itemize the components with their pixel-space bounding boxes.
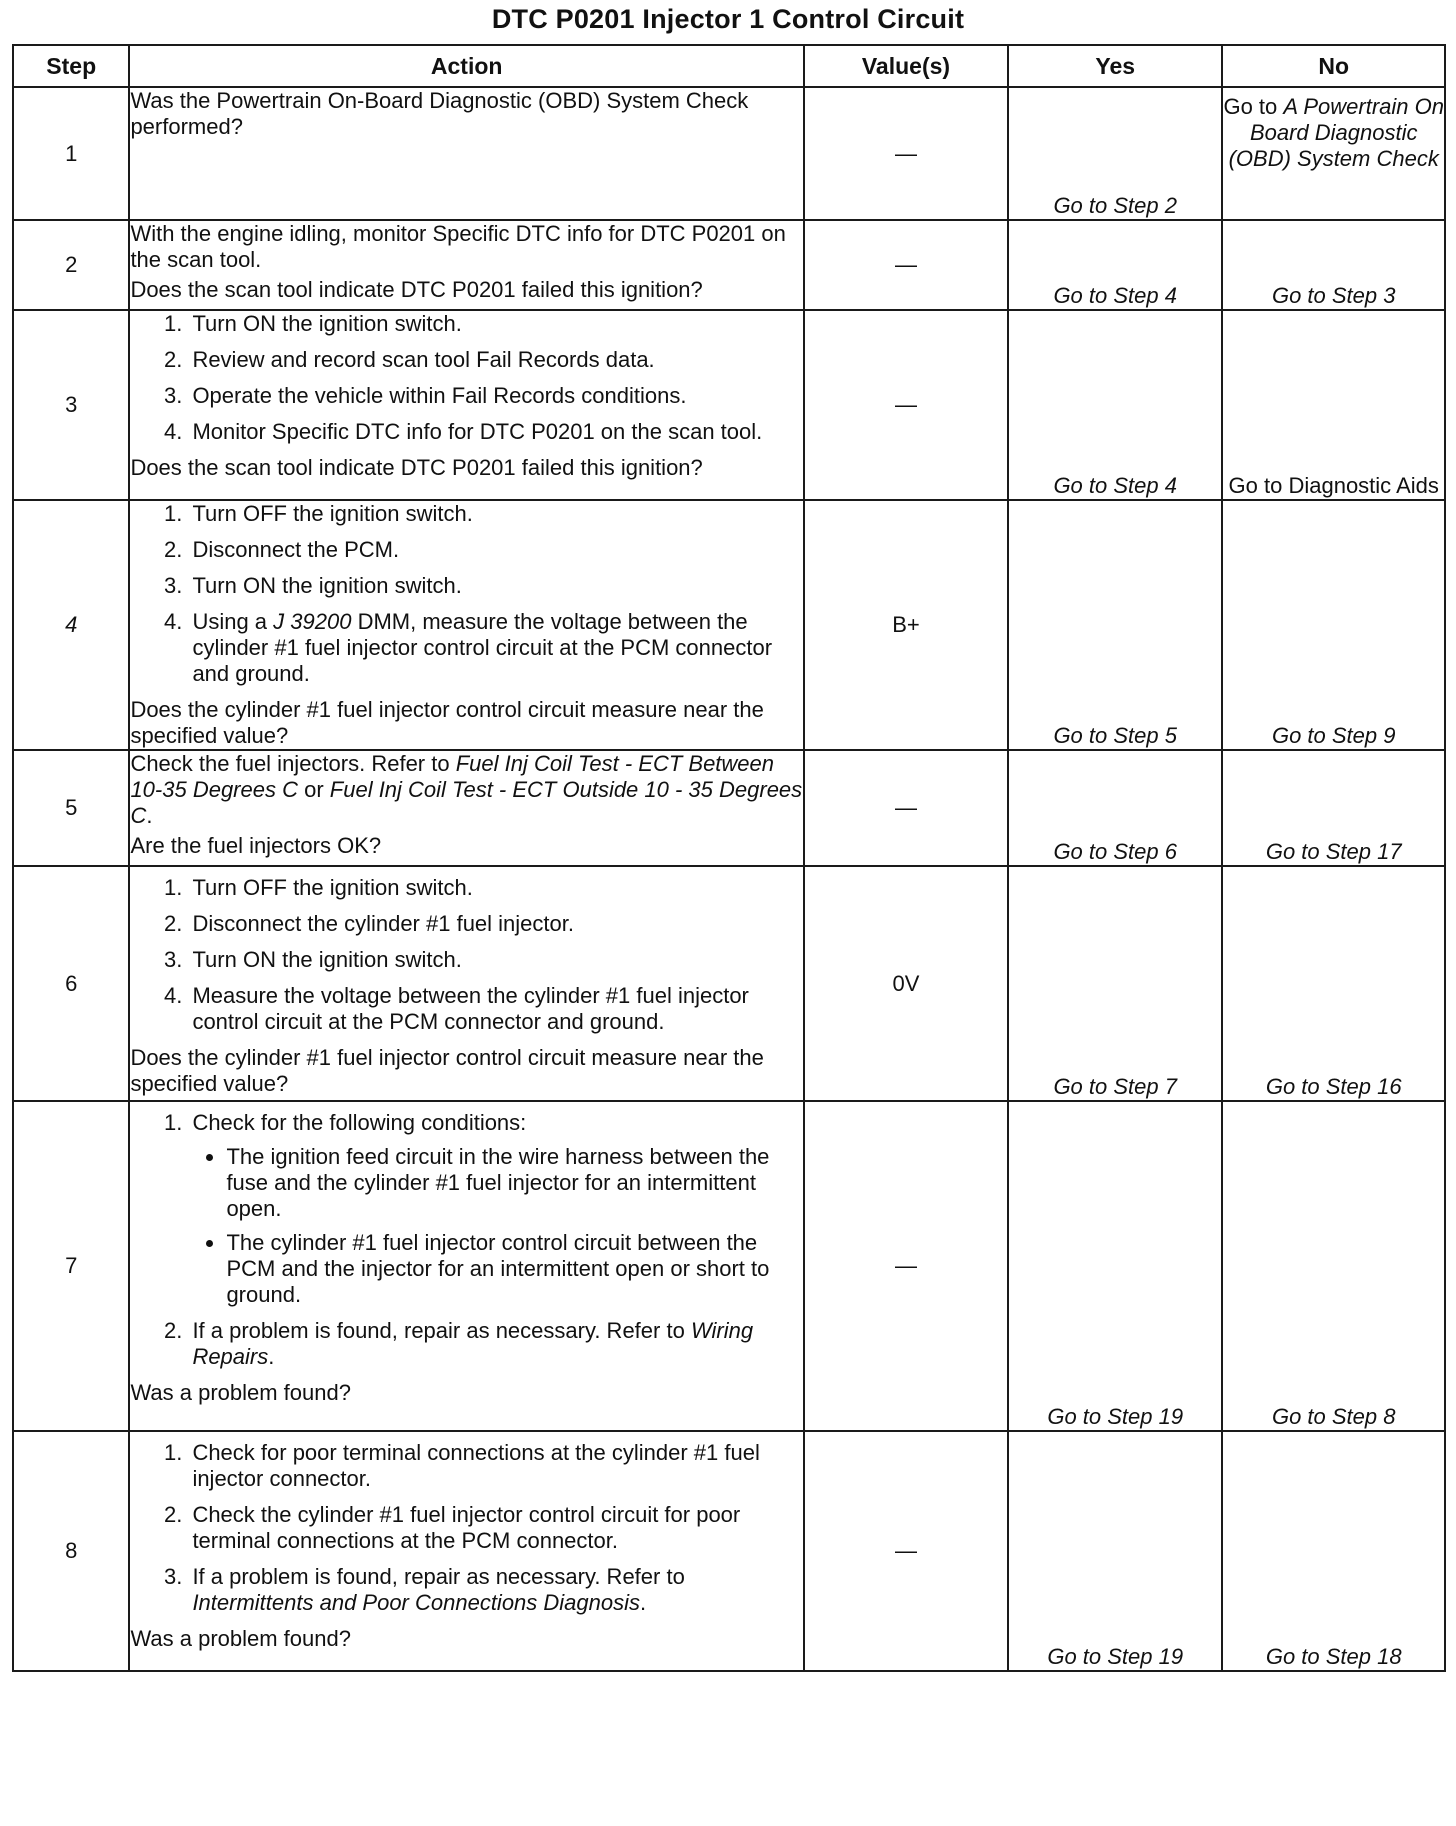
- action-text: With the engine idling, monitor Specific DTC info for DTC P0201 on the scan tool.: [130, 221, 786, 272]
- action-question: Are the fuel injectors OK?: [130, 833, 382, 858]
- action-cell: [129, 750, 803, 866]
- table-row: [13, 1101, 1445, 1431]
- reference-link[interactable]: Fuel Inj Coil Test - ECT Between 10-35 Degrees C: [130, 751, 775, 802]
- no-cell: Go to Step 3: [1222, 220, 1445, 310]
- value-cell: B+: [804, 500, 1008, 750]
- action-cell: [129, 500, 803, 750]
- action-question: Does the cylinder #1 fuel injector control circuit measure near the specified value?: [130, 1045, 764, 1096]
- procedure-item: 4. Measure the voltage between the cylinder #1 fuel injector control circuit at the PCM connector and ground.: [188, 983, 802, 1035]
- yes-cell: Go to Step 5: [1008, 500, 1222, 750]
- yes-cell: Go to Step 7: [1008, 866, 1222, 1101]
- no-prefix: Go to: [1223, 94, 1284, 119]
- table-row: [13, 1431, 1445, 1671]
- procedure-list: [130, 867, 802, 1035]
- no-cell: Go to Step 16: [1222, 866, 1445, 1101]
- procedure-item: 3. Operate the vehicle within Fail Records conditions.: [188, 383, 802, 409]
- action-question: Does the scan tool indicate DTC P0201 failed this ignition?: [130, 277, 703, 302]
- yes-cell: Go to Step 19: [1008, 1101, 1222, 1431]
- procedure-item: 2. Check the cylinder #1 fuel injector control circuit for poor terminal connections at the PCM connector.: [188, 1502, 802, 1554]
- value-cell: —: [804, 1101, 1008, 1431]
- item-text: If a problem is found, repair as necessary. Refer to: [192, 1318, 691, 1343]
- step-number: 2: [13, 220, 129, 310]
- procedure-item: 1. Turn OFF the ignition switch.: [188, 875, 802, 901]
- item-text: Using a: [192, 609, 274, 634]
- no-cell: Go to Step 9: [1222, 500, 1445, 750]
- action-question: Does the cylinder #1 fuel injector control circuit measure near the specified value?: [130, 697, 764, 748]
- procedure-item: 1. Check for poor terminal connections at the cylinder #1 fuel injector connector.: [188, 1440, 802, 1492]
- step-number: 4: [13, 500, 129, 750]
- action-text: Was the Powertrain On-Board Diagnostic (OBD) System Check performed?: [130, 88, 749, 139]
- tool-reference: J 39200: [273, 609, 352, 634]
- action-text: [130, 751, 802, 829]
- step-number: 6: [13, 866, 129, 1101]
- yes-cell: Go to Step 4: [1008, 310, 1222, 500]
- header-no: No: [1222, 45, 1445, 87]
- step-number: 1: [13, 87, 129, 220]
- no-cell: [1222, 87, 1445, 220]
- procedure-item: 1. Turn OFF the ignition switch.: [188, 501, 802, 527]
- procedure-item: [188, 1110, 802, 1308]
- reference-link[interactable]: Intermittents and Poor Connections Diagnosis: [192, 1590, 641, 1615]
- procedure-item: [188, 1318, 802, 1370]
- condition-item: • The ignition feed circuit in the wire harness between the fuse and the cylinder #1 fuel injector for an intermittent open.: [226, 1144, 802, 1222]
- procedure-item: [188, 1564, 802, 1616]
- text-part: or: [297, 777, 330, 802]
- value-cell: 0V: [804, 866, 1008, 1101]
- table-row: [13, 500, 1445, 750]
- text-part: .: [146, 803, 153, 828]
- step-number: 7: [13, 1101, 129, 1431]
- item-text: DMM, measure the voltage between the cylinder #1 fuel injector control circuit at the PCM connector and ground.: [192, 609, 773, 686]
- table-row: [13, 310, 1445, 500]
- action-cell: [129, 1101, 803, 1431]
- procedure-item: 2. Review and record scan tool Fail Records data.: [188, 347, 802, 373]
- procedure-list: [130, 1432, 802, 1616]
- yes-cell: Go to Step 4: [1008, 220, 1222, 310]
- header-row: [13, 45, 1445, 87]
- table-row: [13, 220, 1445, 310]
- action-question: Was a problem found?: [130, 1626, 351, 1651]
- value-cell: —: [804, 310, 1008, 500]
- action-cell: [129, 87, 803, 220]
- action-cell: [129, 310, 803, 500]
- procedure-list: [130, 501, 802, 687]
- item-text: If a problem is found, repair as necessary. Refer to: [192, 1564, 685, 1589]
- procedure-item: [188, 609, 802, 687]
- table-row: [13, 866, 1445, 1101]
- step-number: 5: [13, 750, 129, 866]
- step-number: 3: [13, 310, 129, 500]
- no-cell: Go to Step 8: [1222, 1101, 1445, 1431]
- yes-cell: Go to Step 6: [1008, 750, 1222, 866]
- procedure-list: [130, 1102, 802, 1370]
- procedure-item: 3. Turn ON the ignition switch.: [188, 573, 802, 599]
- procedure-item: 4. Monitor Specific DTC info for DTC P0201 on the scan tool.: [188, 419, 802, 445]
- header-step: Step: [13, 45, 129, 87]
- header-yes: Yes: [1008, 45, 1222, 87]
- document-title: DTC P0201 Injector 1 Control Circuit: [491, 4, 965, 34]
- value-cell: —: [804, 87, 1008, 220]
- item-text: .: [268, 1344, 275, 1369]
- condition-item: • The cylinder #1 fuel injector control circuit between the PCM and the injector for an intermittent open or short to ground.: [226, 1230, 802, 1308]
- action-cell: [129, 220, 803, 310]
- no-cell: Go to Step 18: [1222, 1431, 1445, 1671]
- diagnostic-table: [12, 44, 1446, 1672]
- header-action: Action: [129, 45, 803, 87]
- procedure-item: 1. Turn ON the ignition switch.: [188, 311, 802, 337]
- procedure-item: 3. Turn ON the ignition switch.: [188, 947, 802, 973]
- reference-link[interactable]: Fuel Inj Coil Test - ECT Outside 10 - 35 Degrees C: [130, 777, 803, 828]
- value-cell: —: [804, 220, 1008, 310]
- value-cell: —: [804, 750, 1008, 866]
- action-cell: [129, 1431, 803, 1671]
- no-reference: A Powertrain On Board Diagnostic (OBD) System Check: [1228, 94, 1444, 171]
- condition-list: [192, 1144, 802, 1308]
- value-cell: —: [804, 1431, 1008, 1671]
- item-text: Check for the following conditions:: [192, 1110, 527, 1135]
- header-values: Value(s): [804, 45, 1008, 87]
- item-text: .: [640, 1590, 647, 1615]
- action-question: Does the scan tool indicate DTC P0201 failed this ignition?: [130, 455, 703, 480]
- action-cell: [129, 866, 803, 1101]
- yes-cell: Go to Step 19: [1008, 1431, 1222, 1671]
- reference-link[interactable]: Wiring Repairs: [192, 1318, 754, 1369]
- table-row: [13, 750, 1445, 866]
- text-part: Check the fuel injectors. Refer to: [130, 751, 456, 776]
- no-cell: Go to Diagnostic Aids: [1222, 310, 1445, 500]
- table-row: [13, 87, 1445, 220]
- step-number: 8: [13, 1431, 129, 1671]
- procedure-list: [130, 311, 802, 445]
- yes-cell: Go to Step 2: [1008, 87, 1222, 220]
- no-cell: Go to Step 17: [1222, 750, 1445, 866]
- procedure-item: 2. Disconnect the cylinder #1 fuel injector.: [188, 911, 802, 937]
- action-question: Was a problem found?: [130, 1380, 351, 1405]
- procedure-item: 2. Disconnect the PCM.: [188, 537, 802, 563]
